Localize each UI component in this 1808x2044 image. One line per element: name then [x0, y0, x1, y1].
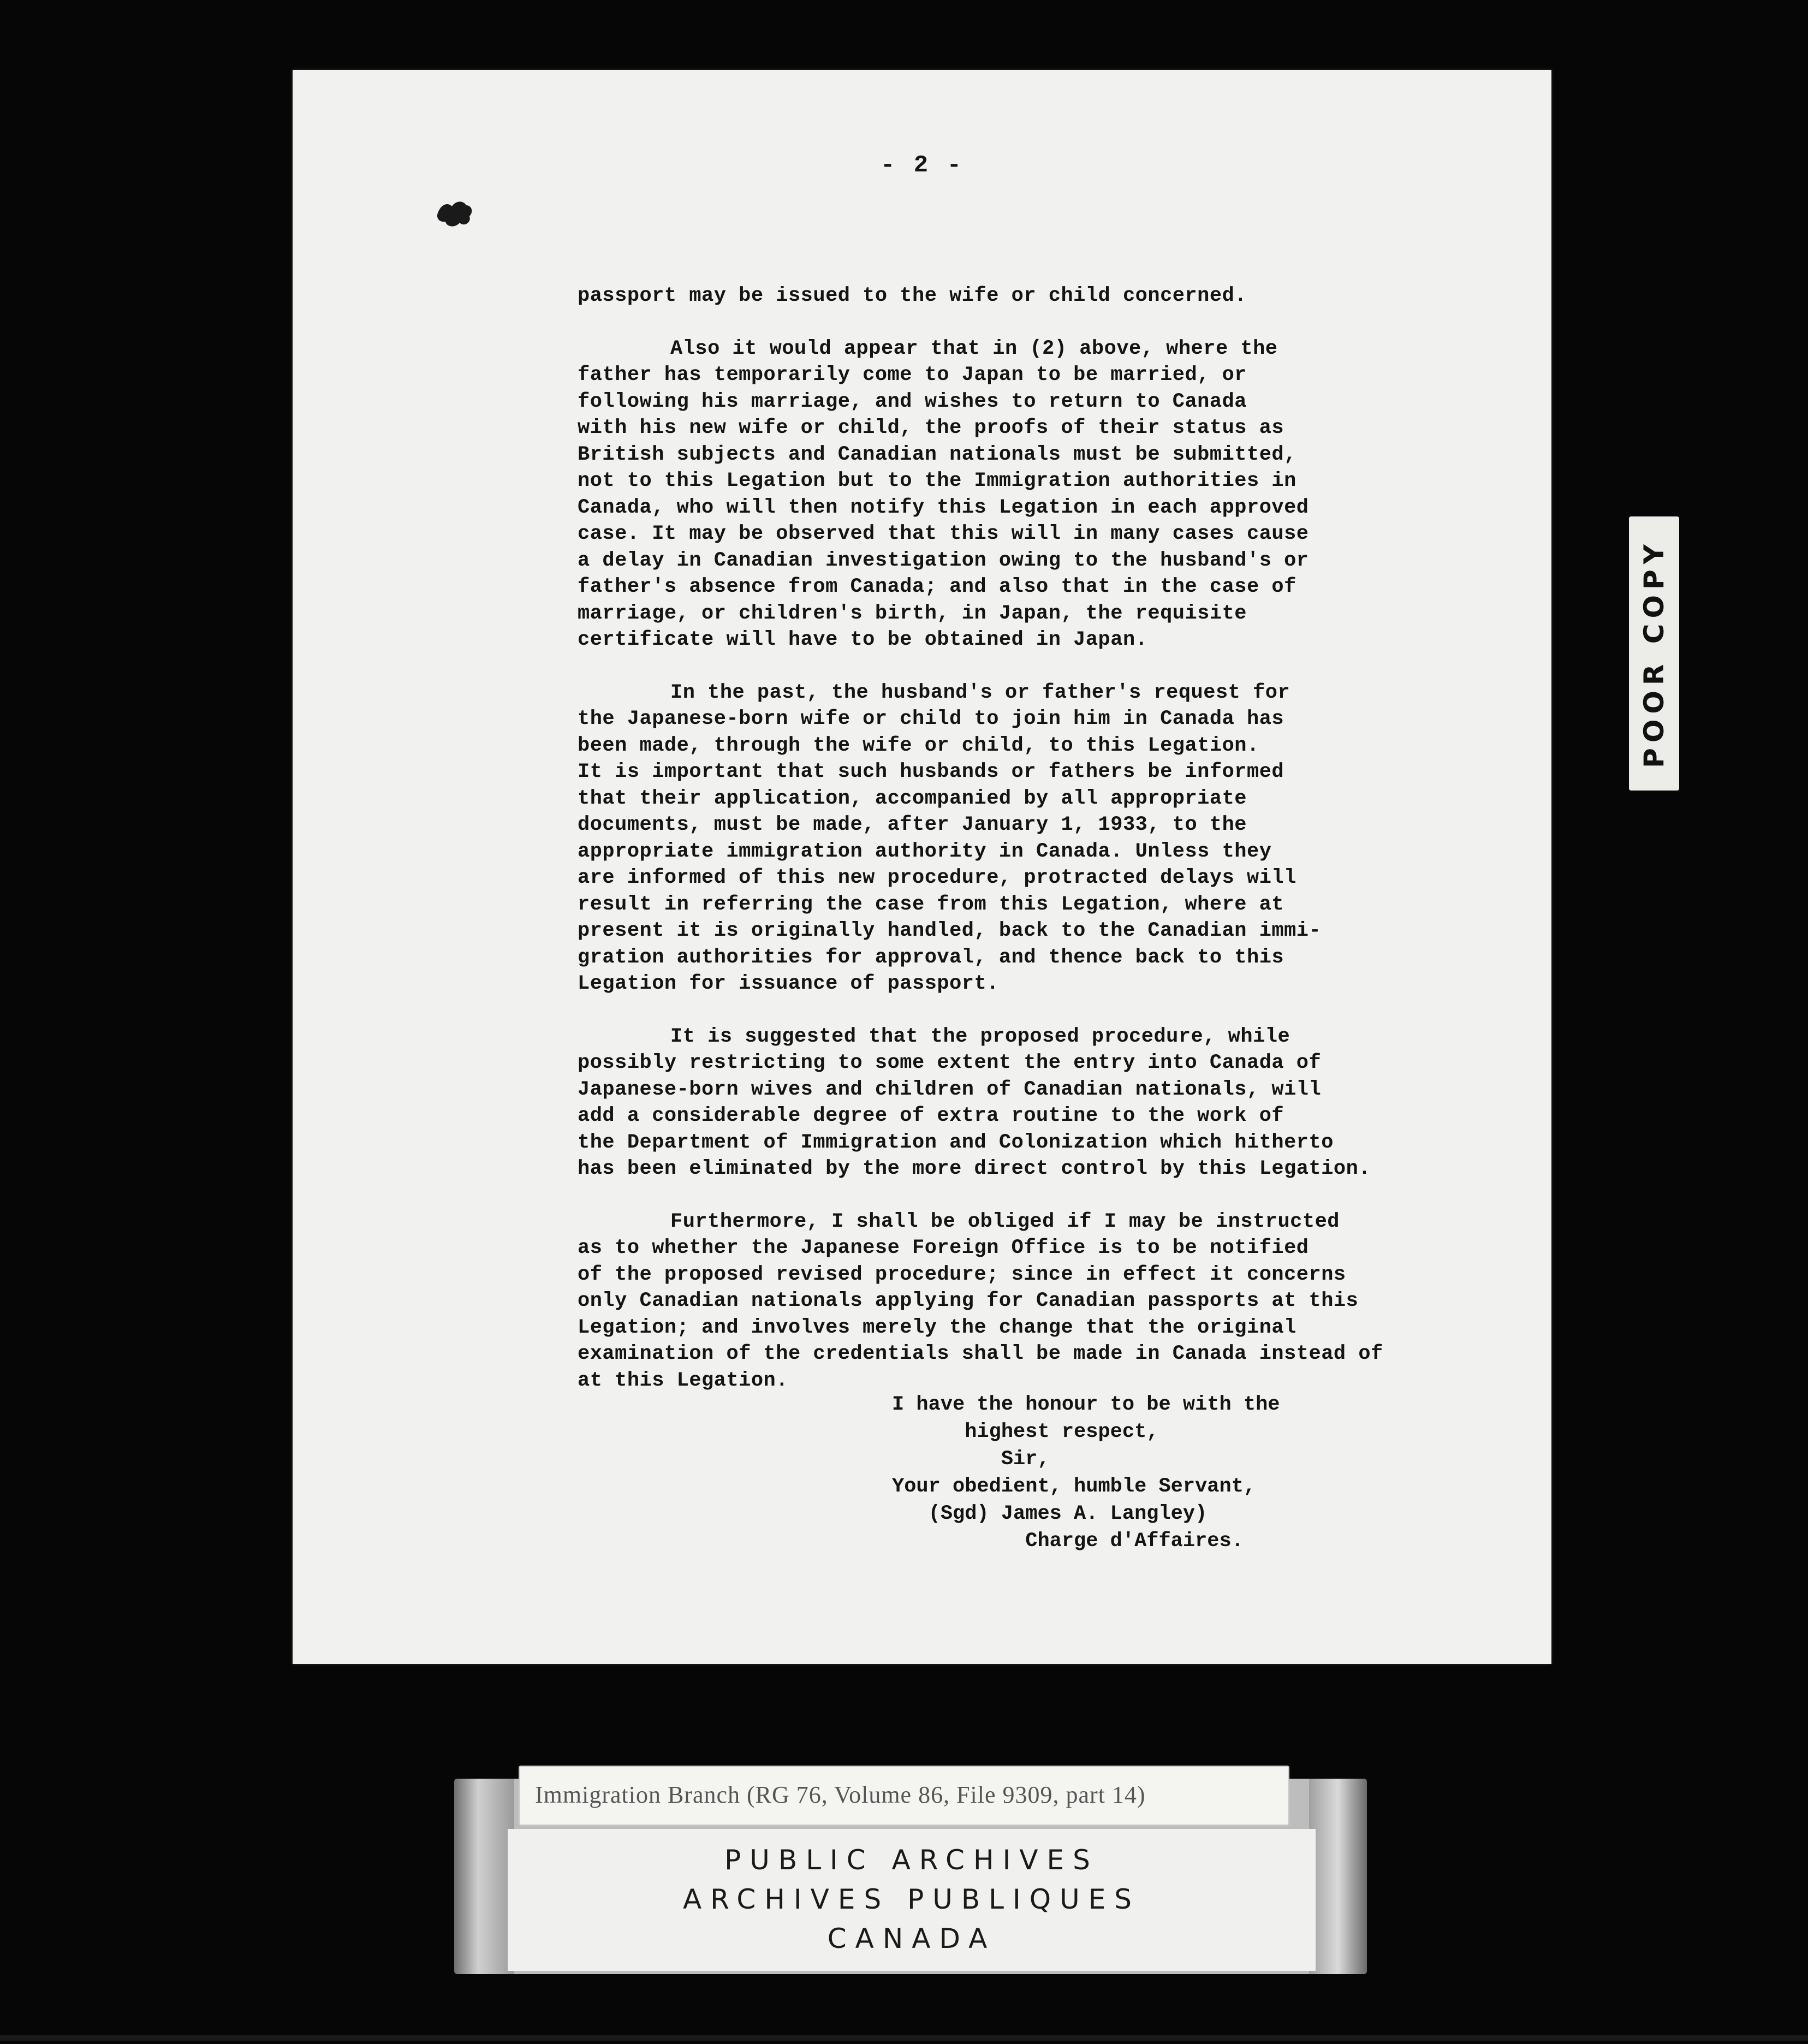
- paragraph-4: [578, 1024, 1473, 1183]
- paragraph-1: passport may be issued to the wife or child concerned.: [578, 284, 1247, 307]
- document-page: [293, 70, 1551, 1664]
- paragraph-5: [578, 1209, 1473, 1394]
- closing-line: Sir,: [892, 1448, 1050, 1471]
- archive-label-clip-left: [454, 1779, 514, 1974]
- paragraph-2-text: Also it would appear that in (2) above, where the father has temporarily come to Japan to be married, or following his marriage, and wishes to return to Canada with his new wife or child, the proofs of their status as British subjects and Canadian nationals must be submitted, not to this Legation but to the Immigration authorities in Canada, who will then notify this Legation in each approved case. It may be observed that this will in many cases cause a delay in Canadian investigation owing to the husband's or father's absence from Canada; and also that in the case of marriage, or children's birth, in Japan, the requisite certificate will have to be obtained in Japan.: [578, 337, 1309, 651]
- closing-line: highest respect,: [892, 1421, 1159, 1443]
- page-number: - 2 -: [880, 152, 964, 179]
- film-edge: [0, 2035, 1808, 2041]
- archive-file-reference: Immigration Branch (RG 76, Volume 86, File 9309, part 14): [535, 1781, 1146, 1808]
- archive-stamp: [508, 1829, 1316, 1971]
- paragraph-4-text: It is suggested that the proposed procedure, while possibly restricting to some extent the entry into Canada of Japanese-born wives and children of Canadian nationals, will add a considerable degree of extra routine to the work of the Department of Immigration and Colonization which hitherto has been eliminated by the more direct control by this Legation.: [578, 1025, 1371, 1180]
- paragraph-3: [578, 680, 1473, 997]
- archive-stamp-line-french: ARCHIVES PUBLIQUES: [682, 1883, 1141, 1915]
- archive-stamp-line-english: PUBLIC ARCHIVES: [724, 1844, 1099, 1876]
- signature-line: (Sgd) James A. Langley): [892, 1502, 1208, 1525]
- archive-stamp-line-country: CANADA: [827, 1923, 996, 1954]
- letter-body: [578, 283, 1473, 1420]
- paragraph-2: [578, 336, 1473, 653]
- closing-signature-block: [892, 1391, 1280, 1555]
- closing-line: Your obedient, humble Servant,: [892, 1475, 1256, 1498]
- paragraph-5-text: Furthermore, I shall be obliged if I may be instructed as to whether the Japanese Foreign Office is to be notified of the proposed revised procedure; since in effect it concerns only Canadian nationals applying for Canadian passports at this Legation; and involves merely the change that the original examination of the credentials shall be made in Canada instead of at this Legation.: [578, 1210, 1383, 1392]
- paragraph-3-text: In the past, the husband's or father's request for the Japanese-born wife or child to join him in Canada has been made, through the wife or child, to this Legation. It is important that such husbands or fathers be informed that their application, accompanied by all appropriate documents, must be made, after January 1, 1933, to the appropriate immigration authority in Canada. Unless they are informed of this new procedure, protracted delays will result in referring the case from this Legation, where at present it is originally handled, back to the Canadian immi- gration authorities for approval, and thence back to this Legation for issuance of passport.: [578, 681, 1322, 995]
- archive-label-clip-right: [1309, 1779, 1367, 1974]
- closing-line: I have the honour to be with the: [892, 1393, 1280, 1416]
- ink-blot-mark: [436, 199, 474, 228]
- poor-copy-tag: [1629, 516, 1679, 791]
- poor-copy-text: POOR COPY: [1638, 539, 1670, 768]
- signer-title: Charge d'Affaires.: [892, 1530, 1244, 1553]
- archive-file-reference-strip: [519, 1766, 1289, 1826]
